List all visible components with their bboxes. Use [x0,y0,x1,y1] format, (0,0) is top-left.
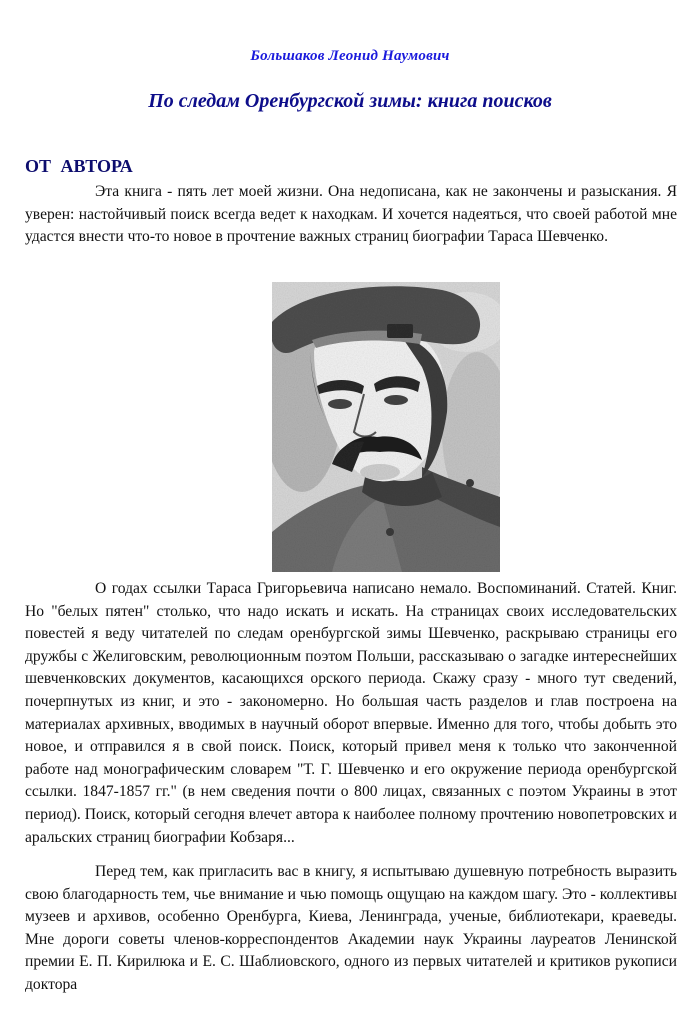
portrait-image [272,282,500,572]
section-heading: ОТ АВТОРА [25,156,133,176]
paragraph-exile-years: О годах ссылки Тараса Григорьевича написано немало. Воспоминаний. Статей. Книг. Но "белых пятен" столько, что надо искать и искать. На страницах своих исследовательских повестей я веду читателей по следам оренбургской зимы Шевченко, раскрываю страницы его дружбы с Желиговским, революционным поэтом Польши, рассказываю о загадке интереснейших шевченковских документов, касающихся орского периода. Скажу сразу - много тут сведений, почерпнутых из книг, и это - закономерно. Но большая часть разделов и глав построена на материалах архивных, вводимых в научный оборот впервые. Именно для того, чтобы добыть это новое, и отправился я в свой поиск. Поиск, который привел меня к только что законченной работе над монографическим словарем "Т. Г. Шевченко и его окружение периода оренбургской ссылки. 1847-1857 гг." (в нем сведения почти о 800 лицах, связанных с поэтом Украины в этот период). Поиск, который сегодня влечет автора к наиболее полному прочтению новопетровских и аральских страниц биографии Кобзаря... [25,580,677,846]
paragraph-acknowledgements: Перед тем, как пригласить вас в книгу, я испытываю душевную потребность выразить свою благодарность тем, чье внимание и чью помощь ощущаю на каждом шагу. Это - коллективы музеев и архивов, особенно Оренбурга, Киева, Ленинграда, ученые, библиотекари, краеведы. Мне дороги советы членов-корреспондентов Академии наук Украины лауреатов Ленинской премии Е. П. Кирилюка и Е. С. Шаблиовского, одного из первых читателей и критиков рукописи доктора [25,863,677,993]
portrait-drawing [272,282,500,572]
paragraph-intro: Эта книга - пять лет моей жизни. Она недописана, как не закончены и разыскания. Я уверен: настойчивый поиск всегда ведет к находкам. И хочется надеяться, что своей работой мне удастся внести что-то новое в прочтение важных страниц биографии Тараса Шевченко. [25,183,677,246]
author-name: Большаков Леонид Наумович [250,48,450,64]
book-title: По следам Оренбургской зимы: книга поисков [148,90,552,112]
